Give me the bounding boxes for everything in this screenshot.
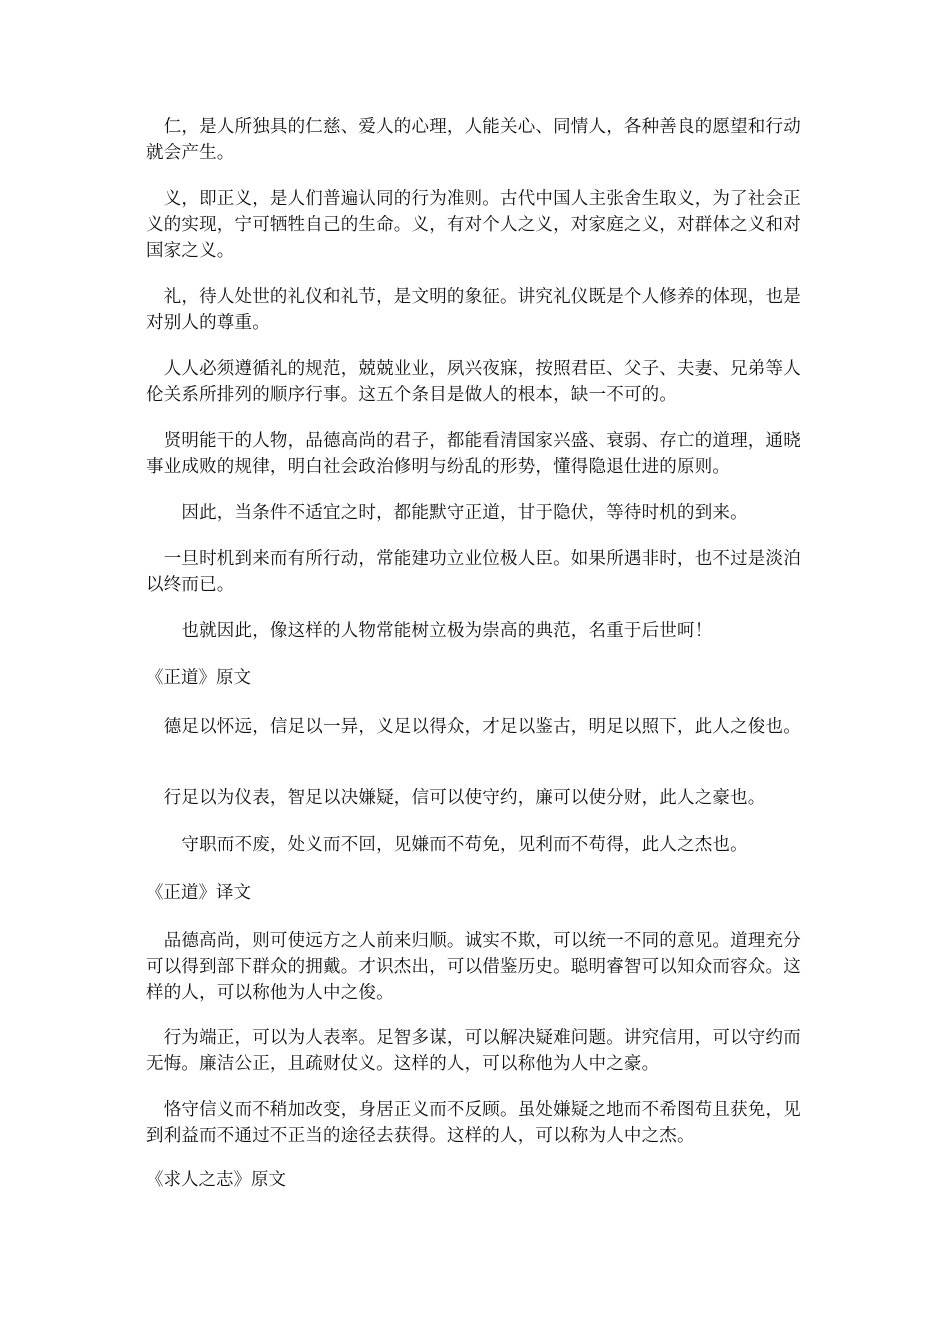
paragraph-xianming: 贤明能干的人物，品德高尚的君子，都能看清国家兴盛、衰弱、存亡的道理，通晓事业成败的规律，明白社会政治修明与纷乱的形势，懂得隐退仕进的原则。 (146, 431, 801, 477)
paragraph-li: 礼，待人处世的礼仪和礼节，是文明的象征。讲究礼仪既是个人修养的体现，也是对别人的尊重。 (146, 287, 801, 333)
paragraph-dianfan: 也就因此，像这样的人物常能树立极为崇高的典范，名重于后世呵！ (146, 621, 713, 641)
paragraph-translation-jie: 恪守信义而不稍加改变，身居正义而不反顾。虽处嫌疑之地而不希图苟且获免，见到利益而不通过不正当的途径去获得。这样的人，可以称为人中之杰。 (146, 1100, 801, 1146)
paragraph-jie: 守职而不废，处义而不回，见嫌而不苟免，见利而不苟得，此人之杰也。 (146, 835, 748, 855)
section-heading-qiurenzhizhi-original: 《求人之志》原文 (146, 1170, 286, 1190)
paragraph-shiji: 一旦时机到来而有所行动，常能建功立业位极人臣。如果所遇非时，也不过是淡泊以终而已。 (146, 549, 801, 595)
section-heading-zhengdao-original: 《正道》原文 (146, 668, 251, 688)
paragraph-translation-hao: 行为端正，可以为人表率。足智多谋，可以解决疑难问题。讲究信用，可以守约而无悔。廉洁公正，且疏财仗义。这样的人，可以称他为人中之豪。 (146, 1028, 801, 1074)
paragraph-ren: 仁，是人所独具的仁慈、爱人的心理，人能关心、同情人，各种善良的愿望和行动就会产生。 (146, 117, 801, 163)
section-heading-zhengdao-translation: 《正道》译文 (146, 883, 251, 903)
paragraph-jun: 德足以怀远，信足以一异，义足以得众，才足以鉴古，明足以照下，此人之俊也。 (146, 717, 801, 737)
paragraph-translation-jun: 品德高尚，则可使远方之人前来归顺。诚实不欺，可以统一不同的意见。道理充分可以得到部下群众的拥戴。才识杰出，可以借鉴历史。聪明睿智可以知众而容众。这样的人，可以称他为人中之俊。 (146, 931, 801, 1003)
paragraph-yi: 义，即正义，是人们普遍认同的行为准则。古代中国人主张舍生取义，为了社会正义的实现，宁可牺牲自己的生命。义，有对个人之义，对家庭之义，对群体之义和对国家之义。 (146, 189, 801, 261)
paragraph-renlun: 人人必须遵循礼的规范，兢兢业业，夙兴夜寐，按照君臣、父子、夫妻、兄弟等人伦关系所排列的顺序行事。这五个条目是做人的根本，缺一不可的。 (146, 359, 801, 405)
paragraph-hao: 行足以为仪表，智足以决嫌疑，信可以使守约，廉可以使分财，此人之豪也。 (146, 788, 766, 808)
paragraph-yinci: 因此，当条件不适宜之时，都能默守正道，甘于隐伏，等待时机的到来。 (146, 503, 748, 523)
